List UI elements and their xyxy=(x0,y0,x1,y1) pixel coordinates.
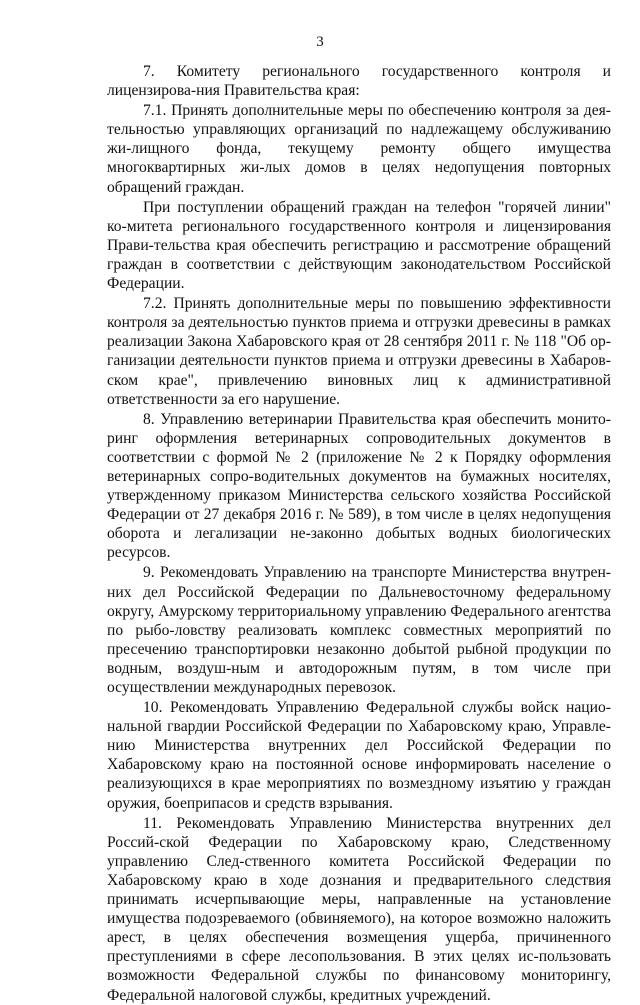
paragraph-11: 11. Рекомендовать Управлению Министерства внутренних дел Россий-ской Федерации по Хабаровскому краю, Следственному управлению След-ственного комитета Российской Федерации по Хабаровскому краю в ходе дознания и предварительного следствия принимать исчерпывающие меры, направленные на установление имущества подозреваемого (обвиняемого), на которое возможно наложить арест, в целях обеспечения возмещения ущерба, причиненного преступлениями в сфере лесопользования. В этих целях ис-пользовать возможности Федеральной службы по финансовому мониторингу, Федеральной налоговой службы, кредитных учреждений. xyxy=(107,814,611,1004)
paragraph-7-1: 7.1. Принять дополнительные меры по обеспечению контроля за дея-тельностью управляющих организаций по надлежащему обслуживанию жи-лищного фонда, текущему ремонту общего имущества многоквартирных жи-лых домов в целях недопущения повторных обращений граждан. xyxy=(107,102,611,196)
paragraph-10: 10. Рекомендовать Управлению Федеральной службы войск нацио-нальной гвардии Российской Федерации по Хабаровскому краю, Управле-нию Министерства внутренних дел Российской Федерации по Хабаровскому краю на постоянной основе информировать население о реализующихся в крае мероприятиях по возмездному изъятию у граждан оружия, боеприпасов и средств взрывания. xyxy=(107,699,611,812)
paragraph-9: 9. Рекомендовать Управлению на транспорте Министерства внутрен-них дел Российской Федерации по Дальневосточному федеральному округу, Амурскому территориальному управлению Федерального агентства по рыбо-ловству реализовать комплекс совместных мероприятий по пресечению транспортировки незаконно добытой рыбной продукции по водным, воздуш-ным и автодорожным путям, в том числе при осуществлении международных перевозок. xyxy=(107,564,611,696)
paragraph-8: 8. Управлению ветеринарии Правительства края обеспечить монито-ринг оформления ветеринарных сопроводительных документов в соответствии с формой № 2 (приложение № 2 к Порядку оформления ветеринарных сопро-водительных документов на бумажных носителях, утвержденному приказом Министерства сельского хозяйства Российской Федерации от 27 декабря 2016 г. № 589), в том числе в целях недопущения оборота и легализации не-законно добытых водных биологических ресурсов. xyxy=(107,410,611,562)
page-number: 3 xyxy=(316,34,324,50)
document-body xyxy=(107,62,611,1005)
paragraph-7: 7. Комитету регионального государственного контроля и лицензирова-ния Правительства края: xyxy=(107,63,611,100)
paragraph-7-2: 7.2. Принять дополнительные меры по повышению эффективности контроля за деятельностью пунктов приема и отгрузки древесины в рамках реализации Закона Хабаровского края от 28 сентября 2011 г. № 118 "Об ор-ганизации деятельности пунктов приема и отгрузки древесины в Хабаров-ском крае", привлечению виновных лиц к административной ответственности за его нарушение. xyxy=(107,295,611,408)
paragraph-hotline: При поступлении обращений граждан на телефон "горячей линии" ко-митета регионального государственного контроля и лицензирования Прави-тельства края обеспечить регистрацию и рассмотрение обращений граждан в соответствии с действующим законодательством Российской Федерации. xyxy=(107,198,611,293)
